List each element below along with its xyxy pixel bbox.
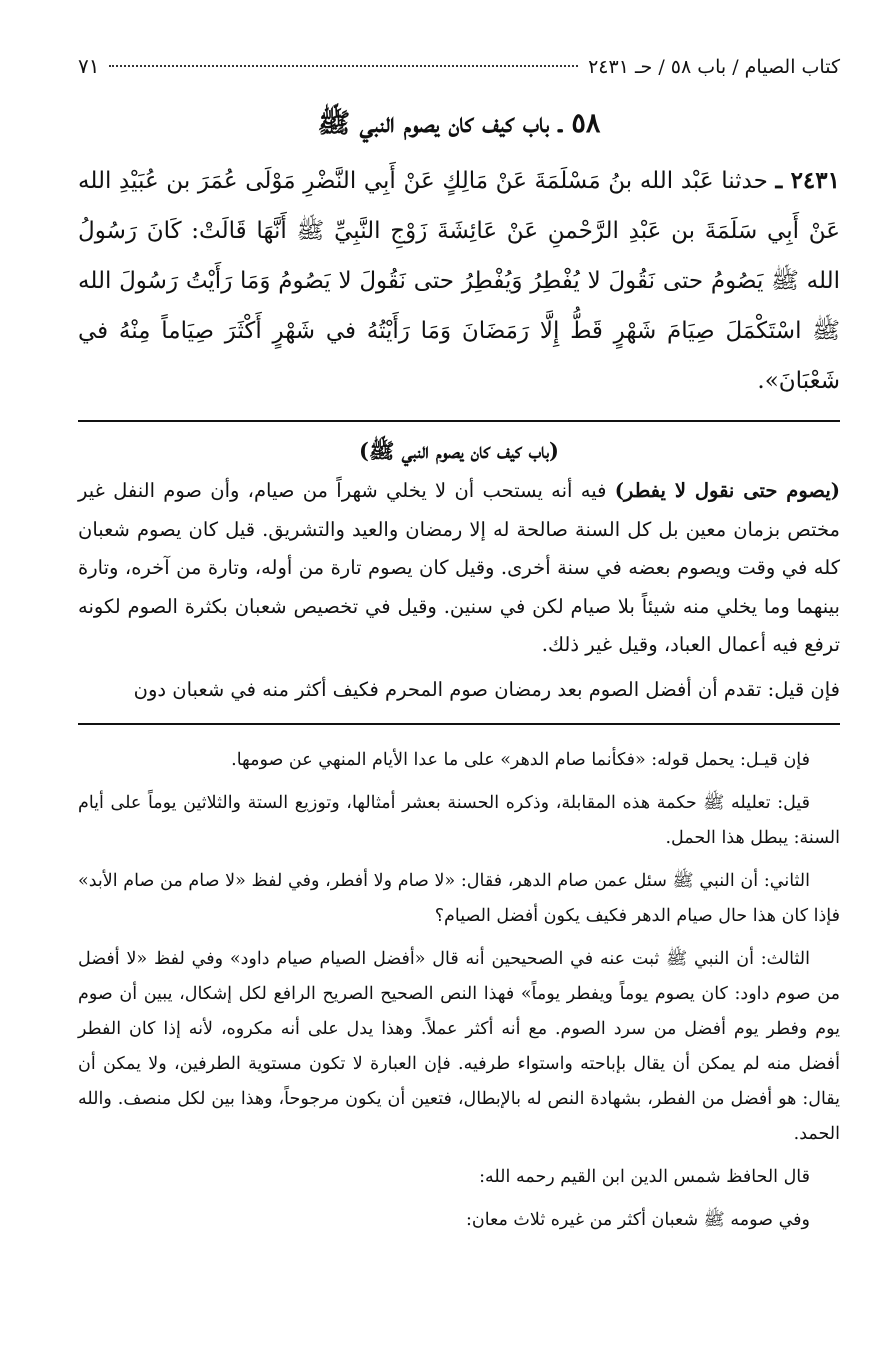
commentary-section <box>78 434 840 709</box>
footnote-paragraph: قال الحافظ شمس الدين ابن القيم رحمه الله: <box>479 1167 810 1187</box>
footnote-paragraph: فإن قيـل: يحمل قوله: «فكأنما صام الدهر» على ما عدا الأيام المنهي عن صومها. <box>231 750 810 770</box>
footnote-paragraph: الثاني: أن النبي ﷺ سئل عمن صام الدهر، فقال: «لا صام ولا أفطر، وفي لفظ «لا صام من صام الأبد» فإذا كان هذا حال صيام الدهر فكيف يكون أفضل الصيام؟ <box>78 871 840 926</box>
hadith-text-block <box>78 156 840 406</box>
book-page <box>78 52 840 1238</box>
footnote-paragraph: وفي صومه ﷺ شعبان أكثر من غيره ثلاث معان: <box>465 1210 810 1230</box>
hadith-text: حدثنا عَبْد الله بنُ مَسْلَمَةَ عَنْ مَالِكٍ عَنْ أَبِي النَّضْرِ مَوْلَى عُمَرَ بن عُبَيْدِ الله عَنْ أَبِي سَلَمَةَ بن عَبْدِ الرَّحْمنِ عَنْ عَائِشَةَ زَوْجِ النَّبِيِّ ﷺ أَنَّهَا قَالَتْ: كَانَ رَسُولُ الله ﷺ يَصُومُ حتى نَقُولَ لا يُفْطِرُ وَيُفْطِرُ حتى نَقُولَ لا يَصُومُ وَمَا رَأَيْتُ رَسُولَ الله ﷺ اسْتَكْمَلَ صِيَامَ شَهْرٍ قَطُّ إِلَّا رَمَضَانَ وَمَا رَأَيْتُهُ في شَهْرٍ أَكْثَرَ صِيَاماً مِنْهُ في شَعْبَانَ». <box>78 168 840 394</box>
running-head-title: كتاب الصيام / باب ٥٨ / حـ ٢٤٣١ <box>588 56 840 78</box>
commentary-lemma: (يصوم حتى نقول لا يفطر) <box>614 479 840 502</box>
page-number: ٧١ <box>78 54 100 78</box>
chapter-heading: ٥٨ ـ باب كيف كان يصوم النبي ﷺ <box>317 108 601 139</box>
footnote-paragraph: الثالث: أن النبي ﷺ ثبت عنه في الصحيحين أنه قال «أفضل الصيام صيام داود» وفي لفظ «لا أفضل من صوم داود: كان يصوم يوماً ويفطر يوماً» فهذا النص الصحيح الصريح الرافع لكل إشكال، يبين أن صوم يوم وفطر يوم أفضل من سرد الصوم. مع أنه أكثر عملاً. وهذا يدل على أنه مكروه، لأنه إذا كان الفطر أفضل منه لم يمكن أن يقال بإباحته واستواء طرفيه. فإن العبارة لا تكون مستوية الطرفين، ولا يمكن أن يقال: هو أفضل من الفطر، بشهادة النص له بالإبطال، فتعين أن يكون مرجوحاً، وهذا بين لكل منصف. والله الحمد. <box>78 949 840 1144</box>
commentary-paragraph: فإن قيل: تقدم أن أفضل الصوم بعد رمضان صوم المحرم فكيف أكثر منه في شعبان دون <box>133 677 840 701</box>
footnote-paragraph: قيل: تعليله ﷺ حكمة هذه المقابلة، وذكره الحسنة بعشر أمثالها، وتوزيع الستة والثلاثين يوماً على أيام السنة: يبطل هذا الحمل. <box>78 793 840 848</box>
commentary-paragraph-text: فيه أنه يستحب أن لا يخلي شهراً من صيام، وأن صوم النفل غير مختص بزمان معين بل كل السنة صالحة له إلا رمضان والعيد والتشريق. قيل كان يصوم شعبان كله في وقت ويصوم بعضه في سنة أخرى. وقيل كان يصوم تارة من أوله، وتارة من آخره، وتارة بينهما وما يخلي منه شيئاً بلا صيام لكن في سنين. وقيل في تخصيص شعبان بكثرة الصوم لكونه ترفع فيه أعمال العباد، وقيل غير ذلك. <box>78 479 840 656</box>
commentary-heading: (باب كيف كان يصوم النبي ﷺ) <box>359 438 559 463</box>
running-head-leader-dots <box>109 65 578 67</box>
section-divider <box>78 420 840 422</box>
hadith-number: ٢٤٣١ ـ <box>775 167 840 194</box>
footnotes-section <box>78 743 840 1238</box>
commentary-paragraph <box>78 472 840 665</box>
footnote-divider <box>78 723 840 725</box>
running-head <box>78 52 840 82</box>
